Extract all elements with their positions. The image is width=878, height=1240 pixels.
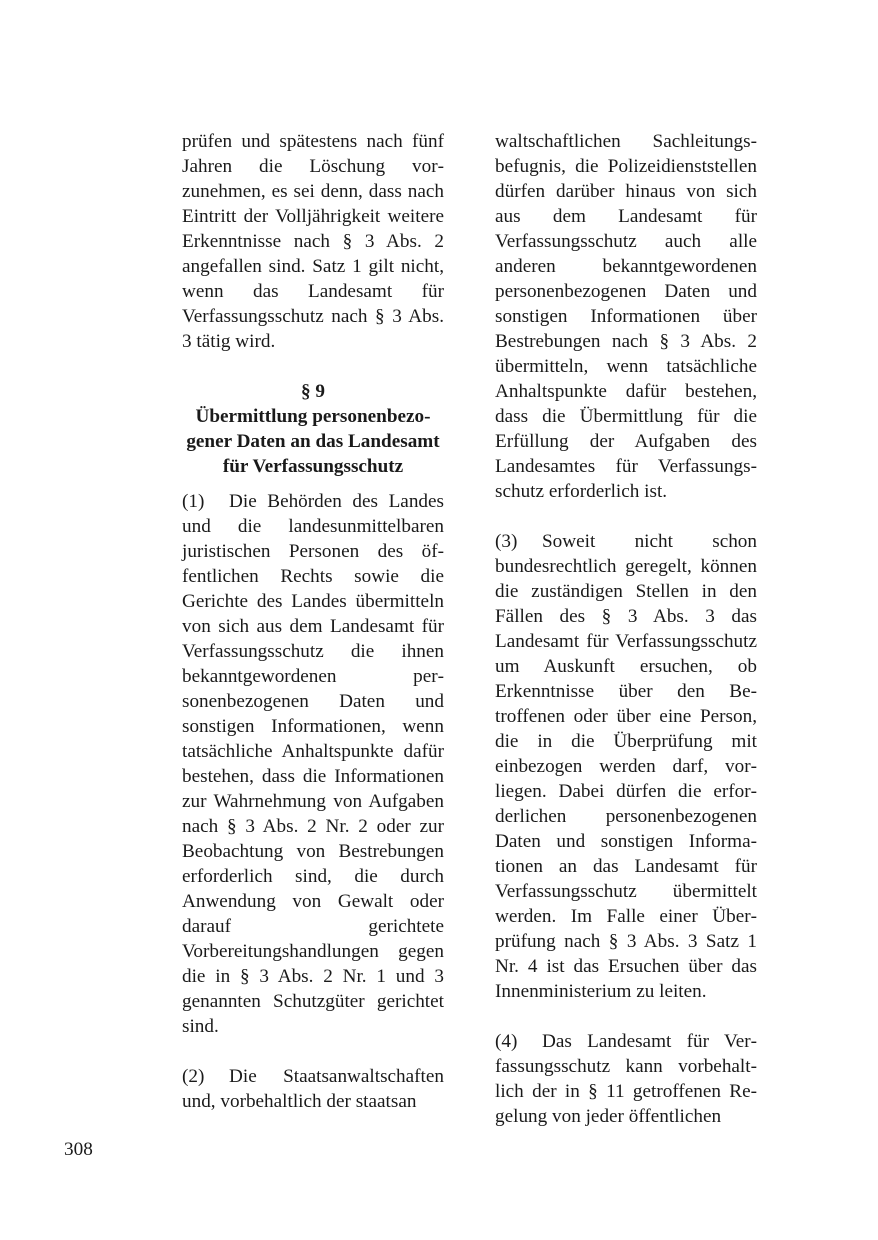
section-heading bbox=[182, 379, 444, 479]
section-number: § 9 bbox=[301, 381, 325, 402]
paragraph-4-text: Das Landesamt für Verfassungsschutz kann vorbehaltlich der in § 11 getroffenen Regelung von jeder öffentlichen bbox=[495, 1031, 757, 1127]
left-column bbox=[182, 129, 444, 1114]
paragraph-4-number: (4) bbox=[495, 1031, 518, 1052]
right-column bbox=[495, 129, 757, 1129]
paragraph-3 bbox=[495, 529, 757, 1004]
paragraph-4 bbox=[495, 1029, 757, 1129]
paragraph-2 bbox=[182, 1064, 444, 1114]
paragraph-3-number: (3) bbox=[495, 531, 518, 552]
paragraph-2-text: Die Staatsanwaltschaften und, vorbehaltlich der staatsan bbox=[182, 1066, 444, 1112]
section-title: Übermittlung personenbezogener Daten an das Landesamt für Verfassungsschutz bbox=[186, 406, 440, 477]
paragraph-3-text: Soweit nicht schon bundesrechtlich geregelt, können die zuständigen Stellen in den Fällen des § 3 Abs. 3 das Landesamt für Verfassungsschutz um Auskunft ersuchen, ob Erkenntnisse über den Betroffenen oder über eine Person, die in die Überprüfung mit einbezogen werden darf, vorliegen. Dabei dürfen die erforderlichen personenbezogenen Daten und sonstigen Informationen an das Landesamt für Verfassungsschutz übermittelt werden. Im Falle einer Überprüfung nach § 3 Abs. 3 Satz 1 Nr. 4 ist das Ersuchen über das Innenministerium zu leiten. bbox=[495, 531, 757, 1002]
paragraph-1-number: (1) bbox=[182, 491, 205, 512]
paragraph-1 bbox=[182, 489, 444, 1039]
paragraph-2-number: (2) bbox=[182, 1066, 205, 1087]
paragraph-1-text: Die Behörden des Landes und die landesunmittelbaren juristischen Personen des öffentlichen Rechts sowie die Gerichte des Landes übermitteln von sich aus dem Landesamt für Verfassungsschutz die ihnen bekanntgewordenen personenbezogenen Daten und sonstigen Informationen, wenn tatsächliche Anhaltspunkte dafür bestehen, dass die Informationen zur Wahrnehmung von Aufgaben nach § 3 Abs. 2 Nr. 2 oder zur Beobachtung von Bestrebungen erforderlich sind, die durch Anwendung von Gewalt oder darauf gerichtete Vorbereitungshandlungen gegen die in § 3 Abs. 2 Nr. 1 und 3 genannten Schutzgüter gerichtet sind. bbox=[182, 491, 444, 1037]
intro-paragraph: prüfen und spätestens nach fünf Jahren die Löschung vorzunehmen, es sei denn, dass nach Eintritt der Volljährigkeit weitere Erkenntnisse nach § 3 Abs. 2 angefallen sind. Satz 1 gilt nicht, wenn das Landesamt für Verfassungsschutz nach § 3 Abs. 3 tätig wird. bbox=[182, 131, 444, 352]
paragraph-2-continuation: waltschaftlichen Sachleitungsbefugnis, die Polizeidienststellen dürfen darüber hinaus von sich aus dem Landesamt für Verfassungsschutz auch alle anderen bekanntgewordenen personenbezogenen Daten und sonstigen Informationen über Bestrebungen nach § 3 Abs. 2 übermitteln, wenn tatsächliche Anhaltspunkte dafür bestehen, dass die Übermittlung für die Erfüllung der Aufgaben des Landesamtes für Verfassungsschutz erforderlich ist. bbox=[495, 131, 757, 502]
page-number: 308 bbox=[64, 1139, 93, 1160]
